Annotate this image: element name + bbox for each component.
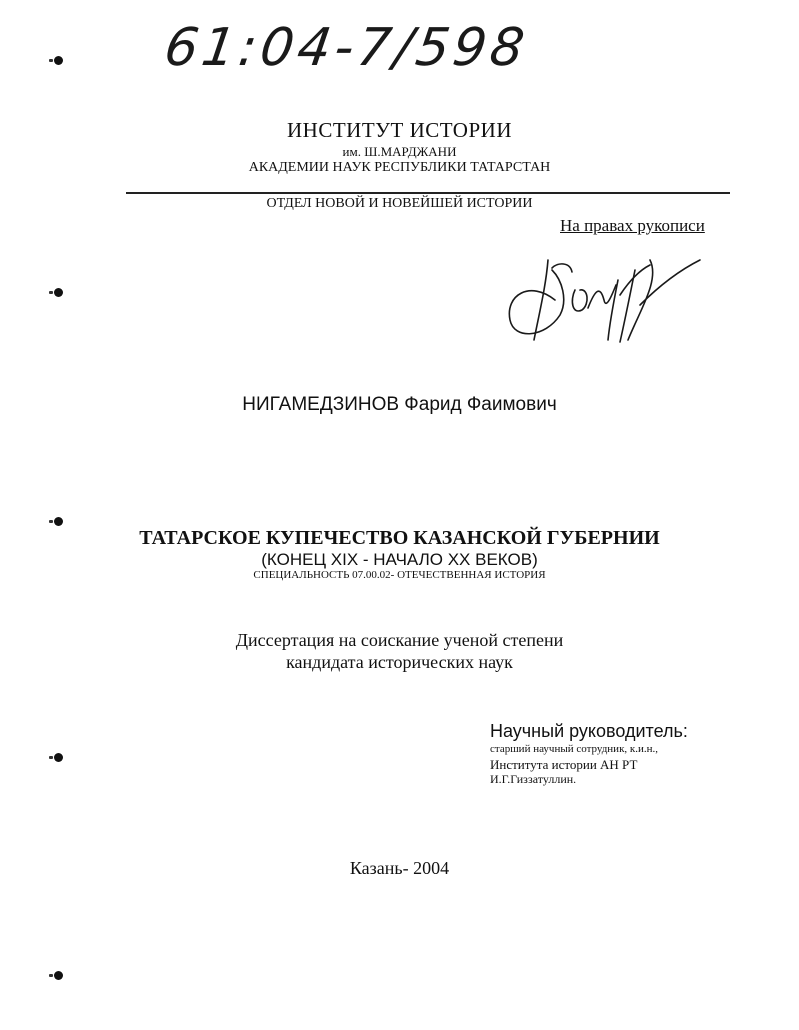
- thesis-specialty: СПЕЦИАЛЬНОСТЬ 07.00.02- ОТЕЧЕСТВЕННАЯ ИСТОРИЯ: [253, 569, 546, 581]
- supervisor-position: старший научный сотрудник, к.и.н.,: [490, 743, 659, 755]
- binding-hole-mark: [54, 56, 63, 65]
- supervisor-block: [490, 720, 688, 787]
- institution-academy: АКАДЕМИИ НАУК РЕСПУБЛИКИ ТАТАРСТАН: [248, 160, 551, 175]
- institution-name: ИНСТИТУТ ИСТОРИИ: [286, 118, 512, 142]
- dissertation-degree-line-2: кандидата исторических наук: [286, 652, 513, 672]
- institution-named-after: им. Ш.МАРДЖАНИ: [342, 144, 457, 159]
- binding-hole-mark: [54, 288, 63, 297]
- thesis-period: (КОНЕЦ XIX - НАЧАЛО XX ВЕКОВ): [261, 550, 538, 569]
- department-name: ОТДЕЛ НОВОЙ И НОВЕЙШЕЙ ИСТОРИИ: [266, 196, 533, 211]
- binding-hole-mark: [54, 971, 63, 980]
- supervisor-name: И.Г.Гиззатуллин.: [490, 772, 577, 786]
- signature-image: [500, 240, 710, 350]
- author-name: НИГАМЕДЗИНОВ Фарид Фаимович: [242, 394, 557, 415]
- handwritten-registration-number: 61:04-7/598: [160, 18, 532, 78]
- header-divider: [126, 192, 730, 194]
- binding-hole-mark: [54, 753, 63, 762]
- binding-hole-mark: [54, 517, 63, 526]
- city-year: Казань- 2004: [349, 858, 450, 878]
- dissertation-degree-line-1: Диссертация на соискание ученой степени: [235, 630, 564, 650]
- manuscript-rights-note: На правах рукописи: [560, 216, 705, 235]
- supervisor-title: Научный руководитель:: [490, 721, 688, 741]
- supervisor-institution: Института истории АН РТ: [490, 757, 638, 772]
- thesis-title: ТАТАРСКОЕ КУПЕЧЕСТВО КАЗАНСКОЙ ГУБЕРНИИ: [139, 527, 660, 549]
